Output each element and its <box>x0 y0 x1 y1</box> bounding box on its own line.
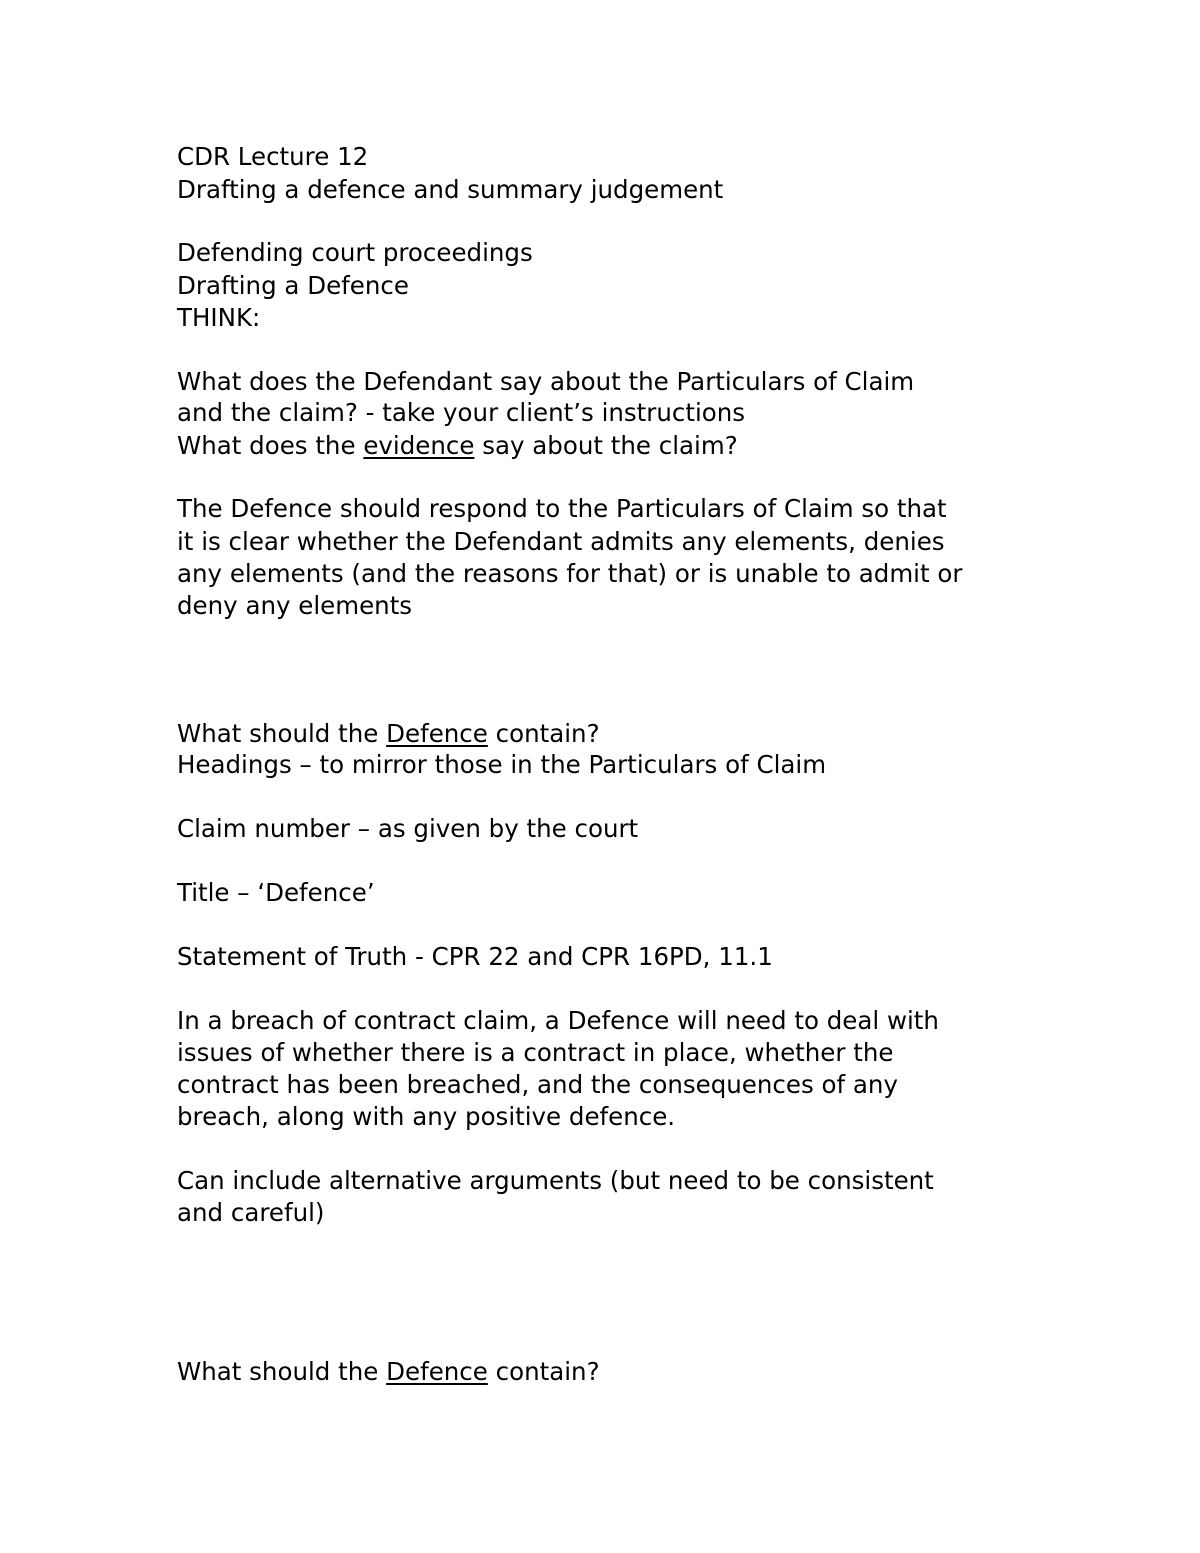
evidence-question-after: say about the claim? <box>474 431 738 460</box>
defence-underlined-term: Defence <box>386 1357 488 1386</box>
contents-question-after: contain? <box>487 1357 600 1386</box>
evidence-question-before: What does the <box>177 431 364 460</box>
title-line: Title – ‘Defence’ <box>177 878 375 907</box>
response-paragraph-line: it is clear whether the Defendant admits any elements, denies <box>177 527 945 556</box>
contents-question-before: What should the <box>177 1357 387 1386</box>
contents-question-after: contain? <box>487 719 600 748</box>
statement-of-truth-line: Statement of Truth - CPR 22 and CPR 16PD, 11.1 <box>177 942 773 971</box>
breach-paragraph-line: issues of whether there is a contract in place, whether the <box>177 1038 894 1067</box>
question-line: What does the Defendant say about the Particulars of Claim <box>177 367 915 396</box>
headings-line: Headings – to mirror those in the Particulars of Claim <box>177 750 827 779</box>
response-paragraph-line: The Defence should respond to the Particulars of Claim so that <box>177 494 947 523</box>
evidence-underlined-term: evidence <box>363 431 475 460</box>
contents-question <box>177 718 600 750</box>
claim-number-line: Claim number – as given by the court <box>177 814 639 843</box>
contents-question-repeat <box>177 1356 600 1388</box>
subsection-heading: Drafting a Defence <box>177 271 409 300</box>
think-label: THINK: <box>177 303 261 332</box>
question-line: and the claim? - take your client’s instructions <box>177 398 746 427</box>
response-paragraph-line: deny any elements <box>177 591 413 620</box>
breach-paragraph-line: contract has been breached, and the consequences of any <box>177 1070 898 1099</box>
evidence-question <box>177 430 738 462</box>
section-heading: Defending court proceedings <box>177 238 533 267</box>
document-title: CDR Lecture 12 <box>177 142 369 171</box>
breach-paragraph-line: breach, along with any positive defence. <box>177 1102 676 1131</box>
document-subtitle: Drafting a defence and summary judgement <box>177 175 724 204</box>
breach-paragraph-line: In a breach of contract claim, a Defence will need to deal with <box>177 1006 939 1035</box>
defence-underlined-term: Defence <box>386 719 488 748</box>
alternative-paragraph-line: Can include alternative arguments (but need to be consistent <box>177 1166 934 1195</box>
alternative-paragraph-line: and careful) <box>177 1198 325 1227</box>
response-paragraph-line: any elements (and the reasons for that) or is unable to admit or <box>177 559 963 588</box>
contents-question-before: What should the <box>177 719 387 748</box>
